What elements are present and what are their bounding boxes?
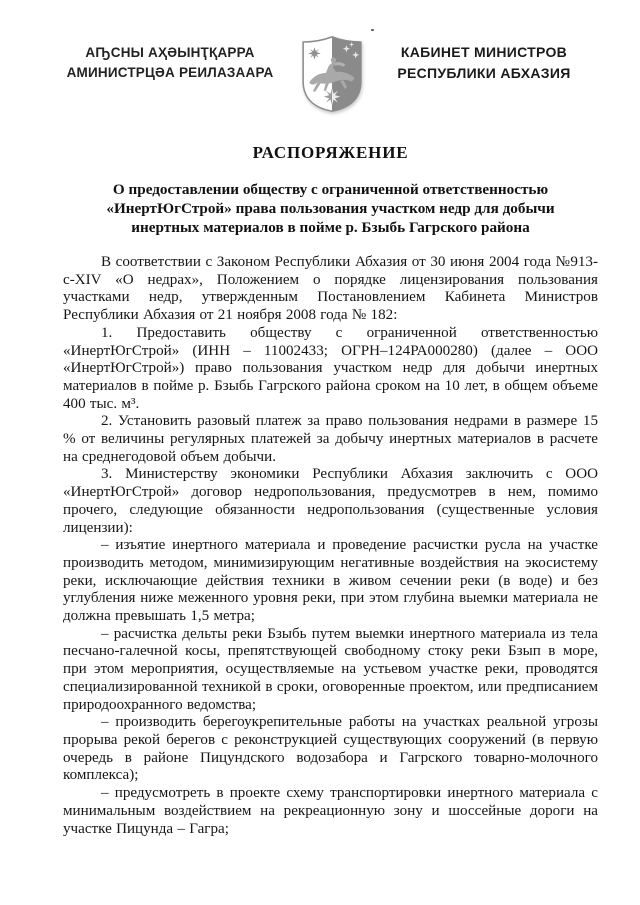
coat-of-arms-icon [299, 33, 365, 115]
paragraph-obligation-1: – изъятие инертного материала и проведение расчистки русла на участке производить методом, минимизирующим негативные воздействия на экосистему реки, исключающие действия техники в живом сечении реки (в воде) и без углубления ниже меженного уровня реки, при этом глубина выемки материала не должна превышать 1,5 метра; [63, 537, 598, 625]
paragraph-obligation-2: – расчистка дельты реки Бзыбь путем выемки инертного материала из тела песчано-галечной косы, препятствующей свободному стоку реки Бзып в море, при этом мероприятия, осуществляемые на устьевом участке реки, проводятся специализированной техникой в сроки, оговоренные проектом, или предписанием природоохранного ведомства; [63, 625, 598, 713]
scan-artifact-dot [371, 29, 374, 31]
subject-line-2: «ИнертЮгСтрой» права пользования участком недр для добычи [106, 199, 555, 217]
issuer-name-russian-line1: КАБИНЕТ МИНИСТРОВ [400, 44, 568, 60]
document-title: РАСПОРЯЖЕНИЕ [252, 143, 409, 162]
paragraph-obligation-3: – производить берегоукрепительные работы на участках реальной угрозы прорыва рекой берегов с реконструкцией существующих сооружений (в первую очередь в районе Пицундского водозабора и Гагрского товарно-молочного комплекса); [63, 714, 598, 784]
subject-line-1: О предоставлении обществу с ограниченной ответственностью [112, 181, 549, 198]
paragraph-item-3: 3. Министерству экономики Республики Абхазия заключить с ООО «ИнертЮгСтрой» договор недропользования, предусмотрев в нем, помимо прочего, следующие обязанности недропользования (существенные условия лицензии): [63, 466, 598, 536]
issuer-name-abkhaz-line2: АМИНИСТРЦӘА РЕИЛАЗААРА [66, 65, 274, 80]
subject-line-3: инертных материалов в пойме р. Бзыбь Гагрского района [131, 218, 530, 236]
issuer-name-russian-line2: РЕСПУБЛИКИ АБХАЗИЯ [397, 65, 571, 81]
issuer-name-abkhaz-line1: АҦСНЫ АҲӘЫНҬҚАРРА [85, 45, 255, 60]
issuer-name-abkhaz [56, 43, 284, 83]
document-body [63, 254, 598, 838]
paragraph-obligation-4: – предусмотреть в проекте схему транспортировки инертного материала с минимальным воздействием на рекреационную зону и шоссейные дороги на участке Пицунда – Гагра; [63, 785, 598, 837]
paragraph-item-2: 2. Установить разовый платеж за право пользования недрами в размере 15 % от величины регулярных платежей за добычу инертных материалов в расчете на среднегодовой объем добычи. [63, 413, 598, 465]
paragraph-preamble: В соответствии с Законом Республики Абхазия от 30 июня 2004 года №913-с-XIV «О недрах», Положением о порядке лицензирования пользования участками недр, утвержденным Постановлением Кабинета Министров Республики Абхазия от 21 ноября 2008 года № 182: [63, 254, 598, 324]
issuer-name-russian [380, 42, 588, 84]
document-subject [63, 181, 598, 237]
paragraph-item-1: 1. Предоставить обществу с ограниченной ответственностью «ИнертЮгСтрой» (ИНН – 11002433; ОГРН–124РА000280) (далее – ООО «ИнертЮгСтрой») право пользования участком недр для добычи инертных материалов в пойме р. Бзыбь Гагрского района сроком на 10 лет, в общем объеме 400 тыс. м³. [63, 324, 598, 412]
